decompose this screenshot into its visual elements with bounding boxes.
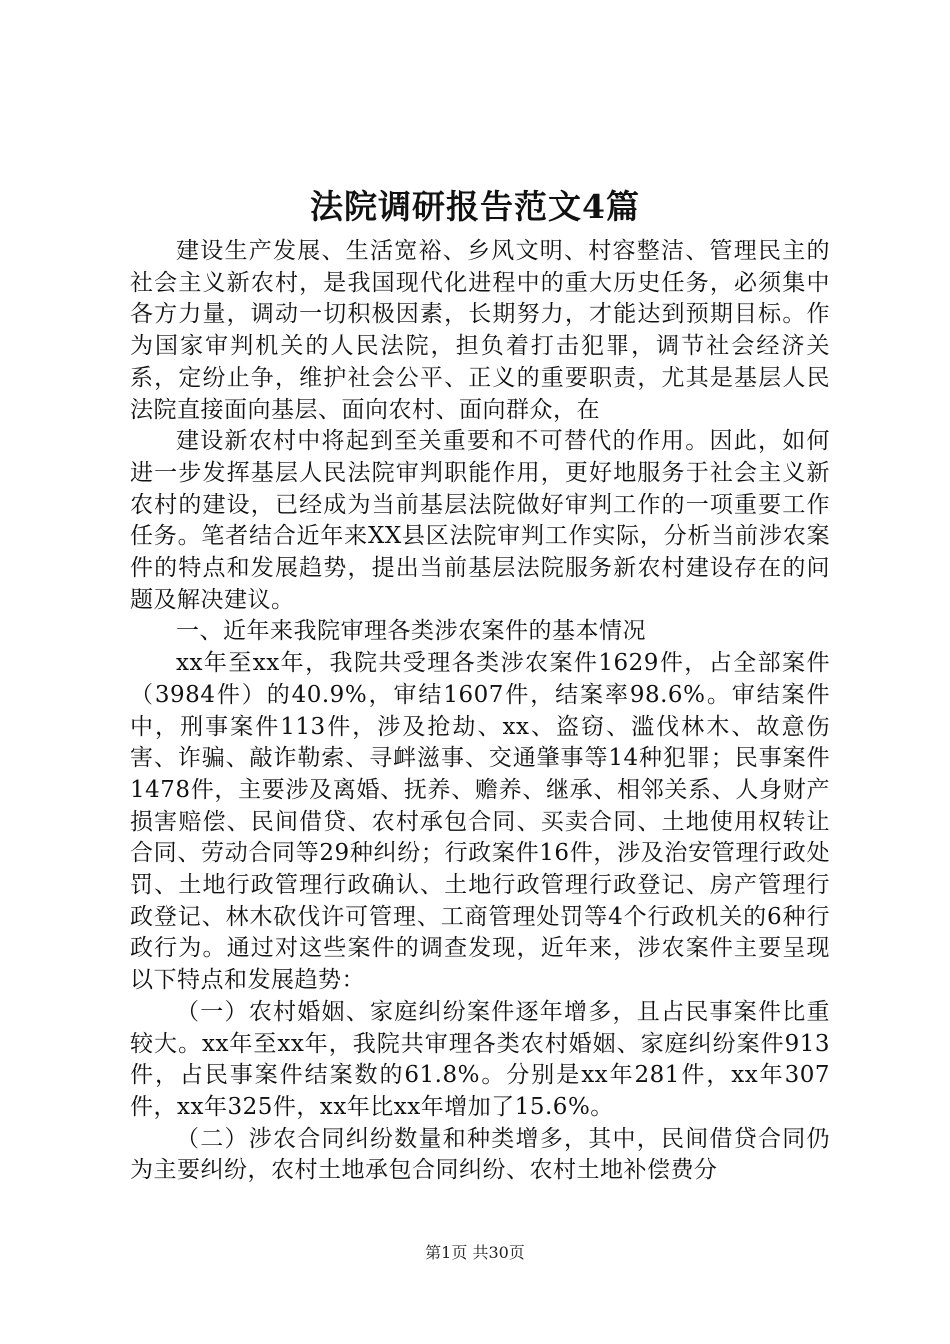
section-heading-1: 一、近年来我院审理各类涉农案件的基本情况 — [176, 618, 646, 645]
paragraph-intro: 建设生产发展、生活宽裕、乡风文明、村容整洁、管理民主的社会主义新农村，是我国现代化进程中的重大历史任务，必须集中各方力量，调动一切积极因素，长期努力，才能达到预期目标。作为国家审判机关的人民法院，担负着打击犯罪，调节社会经济关系，定纷止争，维护社会公平、正义的重要职责，尤其是基层人民法院直接面向基层、面向农村、面向群众，在 — [130, 238, 830, 423]
paragraph-statistics: xx年至xx年，我院共受理各类涉农案件1629件，占全部案件（3984件）的40.9%，审结1607件，结案率98.6%。审结案件中，刑事案件113件，涉及抢劫、xx、盗窃、滥伐林木、故意伤害、诈骗、敲诈勒索、寻衅滋事、交通肇事等14种犯罪；民事案件1478件，主要涉及离婚、抚养、赡养、继承、相邻关系、人身财产损害赔偿、民间借贷、农村承包合同、买卖合同、土地使用权转让合同、劳动合同等29种纠纷；行政案件16件，涉及治安管理行政处罚、土地行政管理行政确认、土地行政管理行政登记、房产管理行政登记、林木砍伐许可管理、工商管理处罚等4个行政机关的6种行政行为。通过对这些案件的调查发现，近年来，涉农案件主要呈现以下特点和发展趋势： — [130, 650, 830, 994]
document-title: 法院调研报告范文4篇 — [310, 187, 640, 226]
paragraph-point-1: （一）农村婚姻、家庭纠纷案件逐年增多，且占民事案件比重较大。xx年至xx年，我院共审理各类农村婚姻、家庭纠纷案件913件，占民事案件结案数的61.8%。分别是xx年281件，xx年307件，xx年325件，xx年比xx年增加了15.6%。 — [130, 998, 830, 1120]
page-footer: 第1页 共30页 — [425, 1243, 525, 1262]
document-body — [130, 236, 830, 1187]
paragraph-point-2: （二）涉农合同纠纷数量和种类增多，其中，民间借贷合同仍为主要纠纷，农村土地承包合同纠纷、农村土地补偿费分 — [130, 1125, 830, 1184]
paragraph-context: 建设新农村中将起到至关重要和不可替代的作用。因此，如何进一步发挥基层人民法院审判职能作用，更好地服务于社会主义新农村的建设，已经成为当前基层法院做好审判工作的一项重要工作任务。笔者结合近年来XX县区法院审判工作实际，分析当前涉农案件的特点和发展趋势，提出当前基层法院服务新农村建设存在的问题及解决建议。 — [130, 428, 830, 613]
